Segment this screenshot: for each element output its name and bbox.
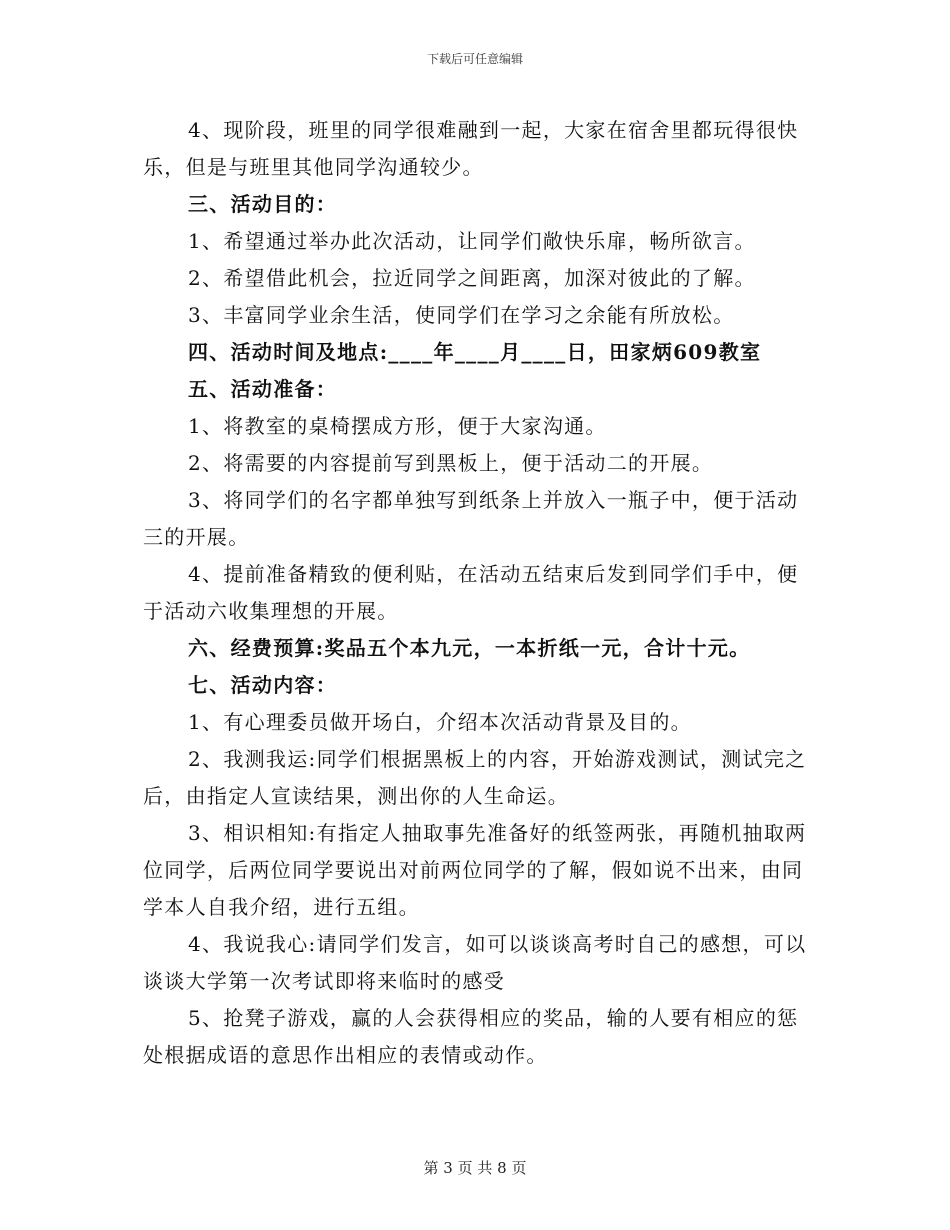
paragraph: 2、我测我运:同学们根据黑板上的内容，开始游戏测试，测试完之后，由指定人宣读结果，测出你的人生命运。 (143, 747, 807, 808)
section-heading: 七、活动内容： (188, 673, 338, 697)
paragraph: 2、将需要的内容提前写到黑板上，便于活动二的开展。 (188, 451, 714, 475)
paragraph: 1、将教室的桌椅摆成方形，便于大家沟通。 (188, 414, 607, 438)
paragraph: 5、抢凳子游戏，赢的人会获得相应的奖品，输的人要有相应的惩处根据成语的意思作出相应的表情或动作。 (143, 1006, 799, 1067)
page-number: 第 3 页 共 8 页 (423, 1159, 527, 1177)
paragraph: 4、我说我心:请同学们发言，如可以谈谈高考时自己的感想，可以谈谈大学第一次考试即将来临时的感受 (143, 932, 807, 993)
paragraph: 2、希望借此机会，拉近同学之间距离，加深对彼此的了解。 (188, 266, 756, 290)
section-heading: 三、活动目的： (188, 192, 338, 216)
paragraph: 3、丰富同学业余生活，使同学们在学习之余能有所放松。 (188, 303, 735, 327)
paragraph: 3、将同学们的名字都单独写到纸条上并放入一瓶子中，便于活动三的开展。 (143, 488, 799, 549)
paragraph: 1、希望通过举办此次活动，让同学们敞快乐扉，畅所欲言。 (188, 229, 756, 253)
section-heading: 四、活动时间及地点:____年____月____日，田家炳609教室 (188, 340, 762, 364)
paragraph: 4、提前准备精致的便利贴，在活动五结束后发到同学们手中，便于活动六收集理想的开展。 (143, 562, 799, 623)
page-header-note: 下载后可任意编辑 (426, 52, 523, 66)
paragraph: 3、相识相知:有指定人抽取事先准备好的纸签两张，再随机抽取两位同学，后两位同学要说出对前两位同学的了解，假如说不出来，由同学本人自我介绍，进行五组。 (143, 821, 807, 919)
paragraph: 4、现阶段，班里的同学很难融到一起，大家在宿舍里都玩得很快乐，但是与班里其他同学沟通较少。 (143, 118, 799, 179)
section-heading: 五、活动准备： (188, 377, 338, 401)
document-body (143, 112, 807, 1074)
section-heading: 六、经费预算:奖品五个本九元，一本折纸一元，合计十元。 (188, 636, 751, 660)
paragraph: 1、有心理委员做开场白，介绍本次活动背景及目的。 (188, 710, 692, 734)
